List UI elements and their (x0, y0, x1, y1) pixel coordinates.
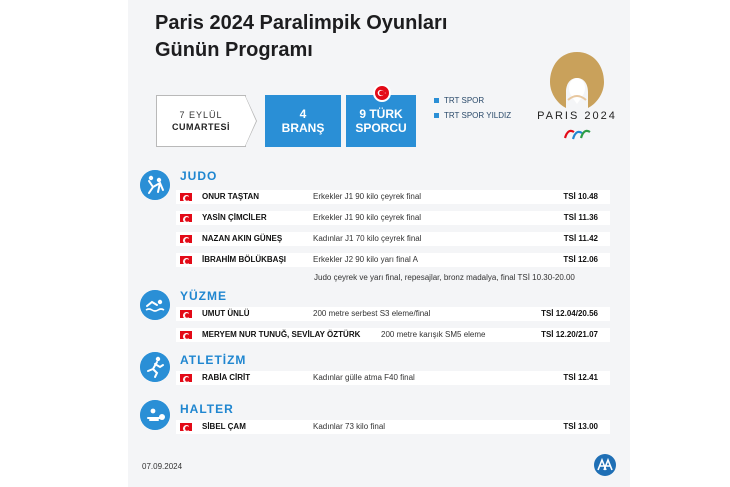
sporcu-count: 9 TÜRK (359, 107, 403, 121)
athlete-name: RABİA CİRİT (202, 373, 251, 382)
table-row (176, 371, 610, 385)
athletics-icon (140, 352, 170, 382)
broadcast-channels (434, 96, 511, 126)
event-time: TSİ 12.06 (563, 255, 598, 264)
turkey-flag-icon (373, 84, 391, 102)
weightlifting-icon (140, 400, 170, 430)
table-row (176, 232, 610, 246)
event-name: Erkekler J1 90 kilo çeyrek final (313, 192, 422, 201)
channel-item: TRT SPOR (434, 96, 511, 105)
athlete-name: ONUR TAŞTAN (202, 192, 260, 201)
turkey-flag-icon (180, 331, 192, 339)
event-name: 200 metre karışık SM5 eleme (381, 330, 486, 339)
swimming-icon (140, 290, 170, 320)
anadolu-agency-logo-icon (594, 454, 616, 476)
date-day: 7 EYLÜL (179, 110, 223, 120)
athlete-name: MERYEM NUR TUNUĞ, SEVİLAY ÖZTÜRK (202, 330, 361, 339)
section-title-atletizm: ATLETİZM (180, 353, 247, 367)
section-title-yuzme: YÜZME (180, 289, 227, 303)
event-time: TSİ 12.04/20.56 (541, 309, 598, 318)
page-title (155, 10, 447, 64)
event-name: Kadınlar 73 kilo final (313, 422, 386, 431)
athlete-name: İBRAHİM BÖLÜKBAŞI (202, 255, 286, 264)
section-title-halter: HALTER (180, 402, 234, 416)
table-row (176, 190, 610, 204)
judo-icon (140, 170, 170, 200)
table-row (176, 307, 610, 321)
title-line-1: Paris 2024 Paralimpik Oyunları (155, 12, 448, 34)
table-row (176, 420, 610, 434)
sporcu-label: SPORCU (355, 121, 407, 135)
event-time: TSİ 11.42 (563, 234, 598, 243)
event-time: TSİ 12.41 (563, 373, 598, 382)
turkey-flag-icon (180, 256, 192, 264)
turkey-flag-icon (180, 423, 192, 431)
event-time: TSİ 10.48 (563, 192, 598, 201)
date-box (156, 95, 246, 147)
turkey-flag-icon (180, 214, 192, 222)
event-time: TSİ 11.36 (563, 213, 598, 222)
event-name: Erkekler J1 90 kilo çeyrek final (313, 213, 422, 222)
paris-2024-logo-text: PARIS 2024 (537, 110, 617, 122)
event-time: TSİ 12.20/21.07 (541, 330, 598, 339)
table-row (176, 253, 610, 267)
turkey-flag-icon (180, 193, 192, 201)
turkey-flag-icon (180, 235, 192, 243)
turkey-flag-icon (180, 310, 192, 318)
turkey-flag-icon (180, 374, 192, 382)
brans-label: BRANŞ (281, 121, 325, 135)
brans-count: 4 (299, 107, 307, 121)
footer-date: 07.09.2024 (142, 462, 183, 471)
athlete-name: YASİN ÇİMCİLER (202, 213, 267, 222)
section-title-judo: JUDO (180, 169, 218, 183)
channel-item: TRT SPOR YILDIZ (434, 111, 511, 120)
event-time: TSİ 13.00 (563, 422, 598, 431)
athlete-name: NAZAN AKIN GÜNEŞ (202, 234, 283, 243)
title-line-2: Günün Programı (155, 39, 313, 61)
judo-schedule-note: Judo çeyrek ve yarı final, repesajlar, bronz madalya, final TSİ 10.30-20.00 (314, 273, 575, 282)
event-name: Kadınlar gülle atma F40 final (313, 373, 415, 382)
athlete-name: UMUT ÜNLÜ (202, 309, 250, 318)
square-bullet-icon (434, 113, 439, 118)
table-row (176, 328, 610, 342)
paralympic-agitos-icon (562, 126, 592, 142)
athlete-name: SİBEL ÇAM (202, 422, 246, 431)
brans-count-box (265, 95, 341, 147)
sporcu-count-box (346, 95, 416, 147)
event-name: Kadınlar J1 70 kilo çeyrek final (313, 234, 422, 243)
square-bullet-icon (434, 98, 439, 103)
date-weekday: CUMARTESİ (172, 122, 230, 132)
event-name: Erkekler J2 90 kilo yarı final A (313, 255, 418, 264)
event-name: 200 metre serbest S3 eleme/final (313, 309, 431, 318)
table-row (176, 211, 610, 225)
